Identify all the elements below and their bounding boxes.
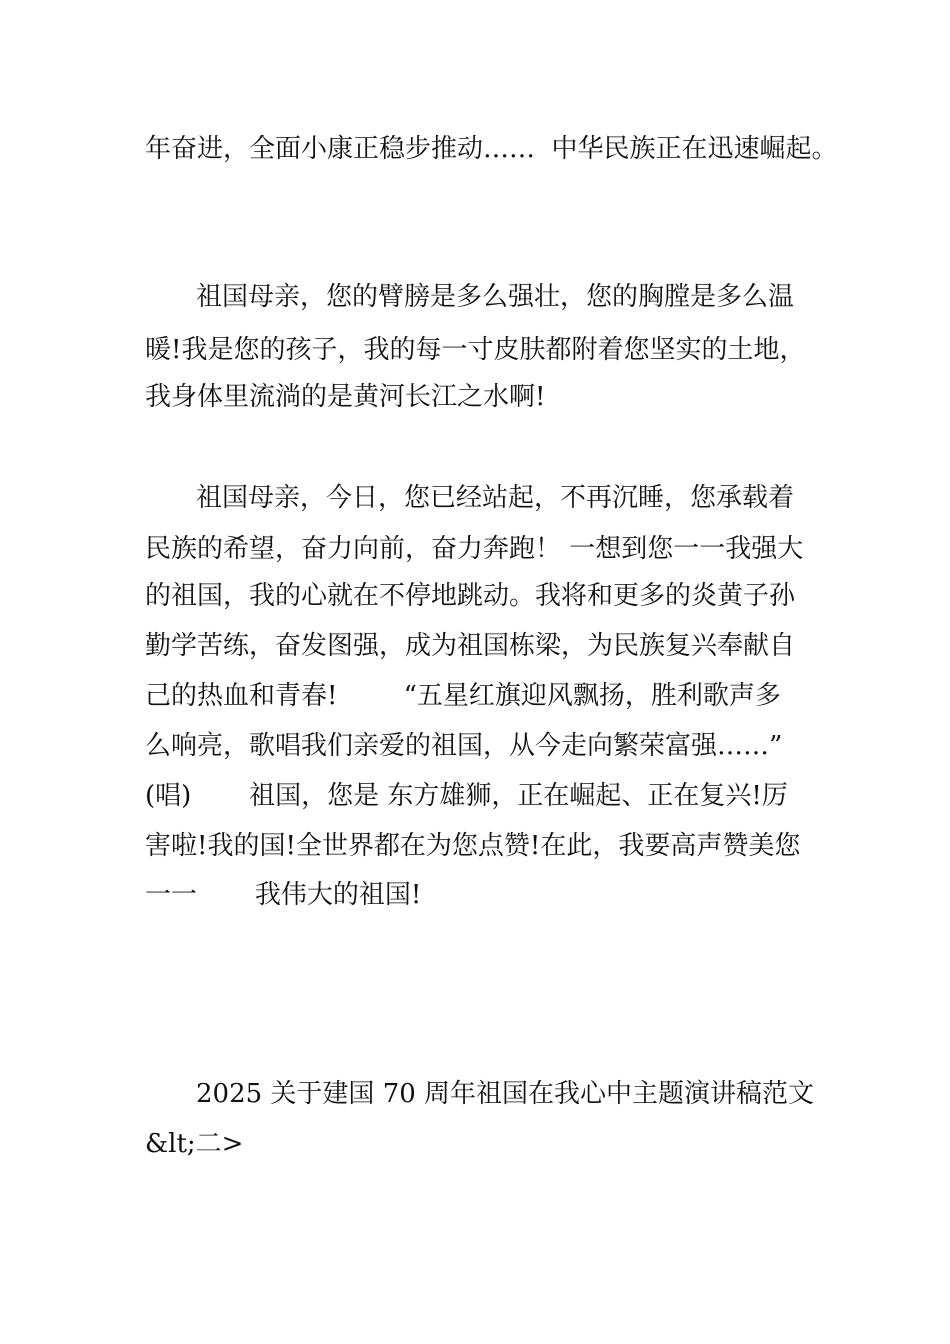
paragraph-1-line-1: 年奋进，全面小康正稳步推动…… 中华民族正在迅速崛起。 [145,134,838,164]
paragraph-2-line-1: 祖国母亲，您的臂膀是多么强壮，您的胸膛是多么温 [196,282,795,312]
paragraph-3-line-8: 害啦!我的国!全世界都在为您点赞!在此，我要高声赞美您 [145,831,801,861]
paragraph-3-line-2: 民族的希望，奋力向前，奋力奔跑！ 一想到您一一我强大 [145,534,804,564]
paragraph-3-line-1: 祖国母亲，今日，您已经站起，不再沉睡，您承载着 [196,483,795,513]
paragraph-2-line-3: 我身体里流淌的是黄河长江之水啊! [145,382,546,412]
paragraph-3-line-4: 勤学苦练，奋发图强，成为祖国栋梁，为民族复兴奉献自 [145,631,796,661]
paragraph-2-line-2: 暖!我是您的孩子，我的每一寸皮肤都附着您坚实的土地， [145,335,806,365]
paragraph-3-line-7: (唱) 祖国，您是 东方雄狮，正在崛起、正在复兴!厉 [145,781,788,811]
paragraph-3-line-5: 己的热血和青春! “五星红旗迎风飘扬，胜利歌声多 [145,681,781,711]
section-heading-line-2: &lt;二> [145,1129,244,1159]
paragraph-3-line-6: 么响亮，歌唱我们亲爱的祖国，从今走向繁荣富强……” [145,731,783,761]
paragraph-3-line-3: 的祖国，我的心就在不停地跳动。我将和更多的炎黄子孙 [145,581,796,611]
section-heading-line-1: 2025 关于建国 70 周年祖国在我心中主题演讲稿范文 [196,1079,815,1109]
paragraph-3-line-9: 一一 我伟大的祖国! [145,880,422,910]
